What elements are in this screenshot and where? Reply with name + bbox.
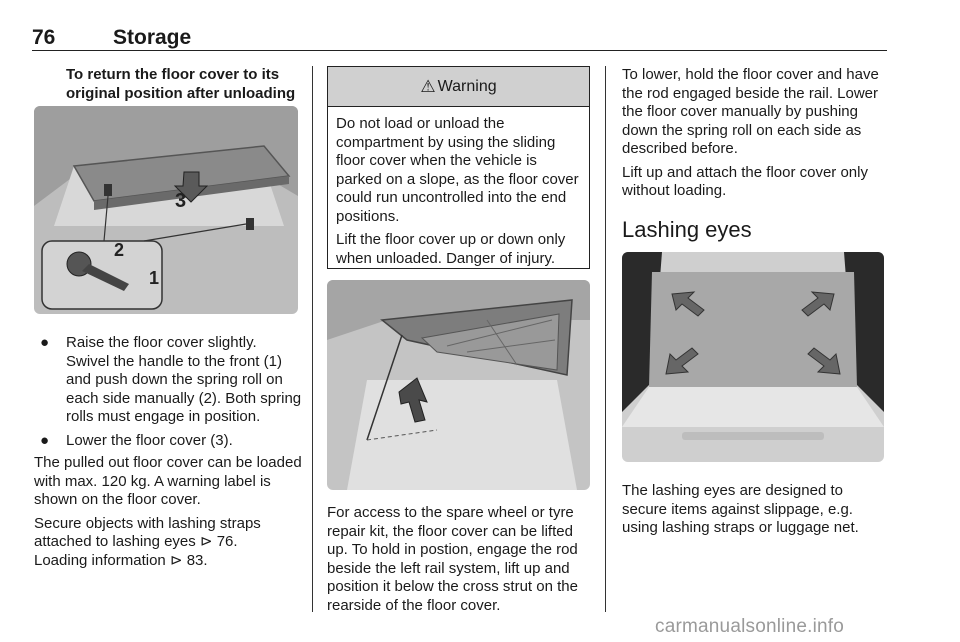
para2-text: Secure objects with lashing straps attached to lashing eyes [34, 514, 261, 550]
col3-para3: The lashing eyes are designed to secure items against slippage, e.g. using lashing straps or luggage net. [622, 482, 859, 536]
page-ref-link[interactable]: 76. [216, 533, 238, 550]
col2-body [327, 504, 591, 615]
warning-triangle-icon: ⚠ [420, 76, 436, 96]
column-divider-2 [605, 66, 606, 612]
column-divider-1 [312, 66, 313, 612]
callout-1: 1 [149, 268, 160, 288]
page-ref-arrow-icon: ⊳ [199, 533, 213, 550]
bullet-dot-icon: ● [40, 431, 50, 449]
col1-subheading: To return the floor cover to its original position after unloading [66, 66, 296, 102]
col3-top [622, 66, 886, 201]
page-ref-link[interactable]: 83. [186, 551, 208, 569]
callout-2: 2 [114, 240, 125, 260]
page-title: Storage [113, 26, 192, 49]
figure-lashing-eyes [622, 252, 884, 462]
bullet-text: Raise the floor cover slightly. Swivel the handle to the front (1) and push down the spring roll on each side manually (2). Both spring rolls must engage in position. [66, 334, 302, 425]
section-heading: Lashing eyes [622, 217, 752, 242]
para2-line2: Loading information [34, 551, 166, 569]
warning-title: Warning [437, 77, 497, 95]
callout-3: 3 [175, 190, 187, 212]
bullet-dot-icon: ● [40, 334, 50, 351]
col1-subheading-block [66, 66, 306, 103]
col3-para2: Lift up and attach the floor cover only without loading. [622, 163, 868, 199]
bullet-item [34, 334, 302, 427]
bullet-text: Lower the floor cover (3). [66, 431, 233, 449]
col1-para2 [34, 515, 302, 571]
figure-floor-cover-lifted [327, 280, 590, 490]
col1-body [34, 334, 302, 570]
bullet-item [34, 432, 302, 451]
header-rule [32, 50, 887, 51]
col1-para1: The pulled out floor cover can be loaded with max. 120 kg. A warning label is shown on the floor cover. [34, 454, 302, 508]
page-ref-arrow-icon: ⊳ [169, 551, 183, 569]
warning-header [328, 67, 589, 107]
warning-text-2: Lift the floor cover up or down only when unloaded. Danger of injury. [336, 231, 566, 267]
figure-floor-cover-return [34, 106, 298, 314]
col2-para: For access to the spare wheel or tyre repair kit, the floor cover can be lifted up. To hold in postion, engage the rod beside the left rail system, lift up and position it below the cross strut on the rearside of the floor cover. [327, 504, 578, 614]
col3-para1: To lower, hold the floor cover and have the rod engaged beside the rail. Lower the floor cover manually by pushing down the spring roll on each side as described before. [622, 66, 879, 157]
warning-text-1: Do not load or unload the compartment by using the sliding floor cover when the vehicle is parked on a slope, as the floor cover could run uncontrolled into the end positions. [336, 115, 579, 225]
col3-bottom [622, 482, 886, 538]
page-number: 76 [32, 26, 56, 49]
warning-body [328, 107, 589, 268]
watermark: carmanualsonline.info [655, 616, 845, 637]
warning-box [327, 66, 590, 269]
